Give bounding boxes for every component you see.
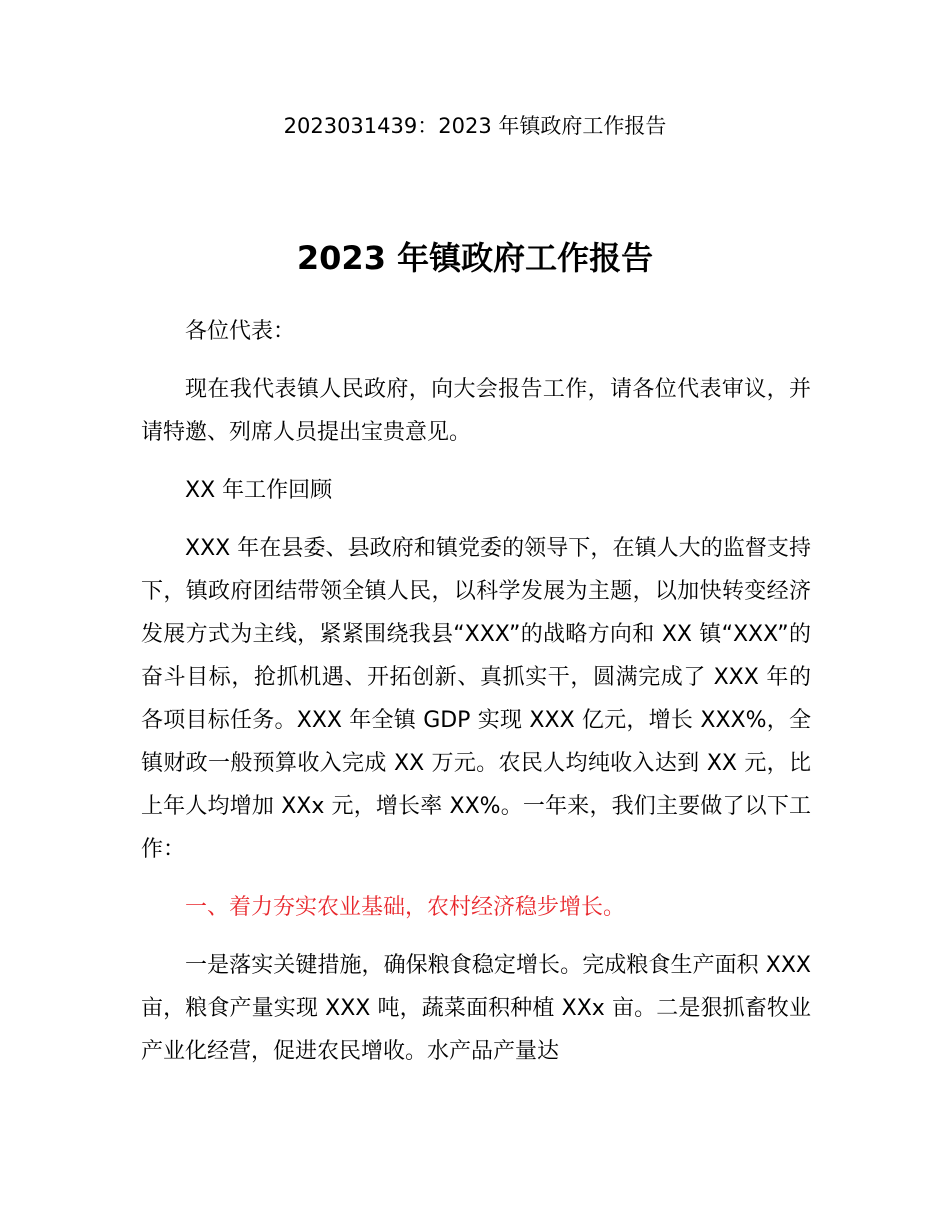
salutation: 各位代表： [185, 319, 296, 344]
review-paragraph: XXX 年在县委、县政府和镇党委的领导下，在镇人大的监督支持下，镇政府团结带领全镇人民，以科学发展为主题，以加快转变经济发展方式为主线，紧紧围绕我县“XXX”的战略方向和 XX 镇“XXX”的奋斗目标，抢抓机遇、开拓创新、真抓实干，圆满完成了 XXX 年的各项目标任务。XXX 年全镇 GDP 实现 XXX 亿元，增长 XXX%，全镇财政一般预算收入完成 XX 万元。农民人均纯收入达到 XX 元，比上年人均增加 XXx 元，增长率 XX%。一年来，我们主要做了以下工作： [141, 536, 811, 862]
opening-paragraph: 现在我代表镇人民政府，向大会报告工作，请各位代表审议，并请特邀、列席人员提出宝贵意见。 [141, 377, 811, 445]
document-body [141, 310, 811, 1088]
section-heading-review: XX 年工作回顾 [185, 478, 333, 503]
page-header: 2023031439：2023 年镇政府工作报告 [283, 114, 667, 138]
agriculture-paragraph: 一是落实关键措施，确保粮食稳定增长。完成粮食生产面积 XXX 亩，粮食产量实现 XXX 吨，蔬菜面积种植 XXx 亩。二是狠抓畜牧业产业化经营，促进农民增收。水产品产量达 [141, 953, 811, 1064]
document-title: 2023 年镇政府工作报告 [296, 239, 654, 277]
section-heading-agriculture: 一、着力夯实农业基础，农村经济稳步增长。 [185, 895, 626, 920]
